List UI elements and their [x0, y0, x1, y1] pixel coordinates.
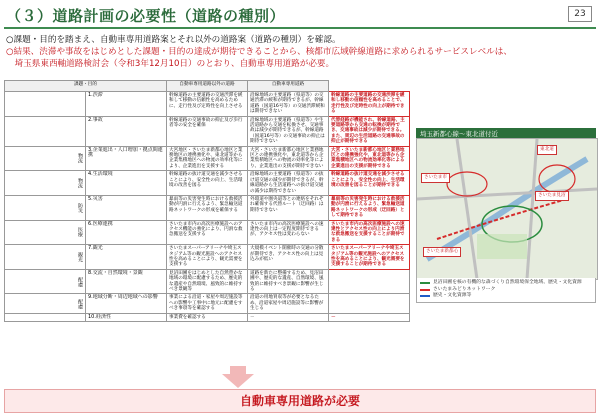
- map-note-2: 東北道: [537, 145, 557, 155]
- legend-label: 見沼田圃を核の有機的な森づくり自然環境保全地域、歴史・文化資源: [433, 280, 582, 285]
- row-expressway: [329, 294, 410, 313]
- header-expressway: 自動車専用道路: [248, 81, 329, 92]
- down-arrow-icon: [222, 374, 254, 388]
- row-group: 防災: [5, 195, 86, 220]
- map-note-4: さいたま新都心: [423, 247, 461, 257]
- row-expressway: 幹線道路の抜け道交通を減少させることにより、安全性の向上、生活環境の改善を図ることが期待できる: [329, 171, 410, 196]
- table-header-row: [5, 81, 410, 92]
- map-graphic: [417, 139, 597, 279]
- row-expressway: 幹線道路の主要道路の交通渋滞を緩和し移動の信頼性を高めることで、走行性及び定時性の向上が期待できる: [329, 92, 410, 117]
- table-row: [5, 146, 410, 171]
- table-row: [5, 195, 410, 220]
- area-map: [416, 138, 598, 280]
- table-row: [5, 171, 410, 196]
- table-row: [5, 92, 410, 117]
- row-item: 4.生活環境: [86, 171, 167, 196]
- row-purpose: さいたまスーパーアリーナや埼玉スタジアム等の観光施設へのアクセス性を高めることにより、観光需要を支援する: [167, 245, 248, 270]
- comparison-table: [4, 80, 410, 322]
- row-other-road: 外環道や圏央道等との連絡をそれぞれ確保する代替ルート（迂回路）は期待できない: [248, 195, 329, 220]
- conclusion-banner: 自動車専用道路が必要: [4, 389, 596, 413]
- row-other-road: －: [248, 313, 329, 321]
- bullet-3: 埼玉県東西軸道路検討会（令和3年12月10日）のとおり、自動車専用道路が必要。: [6, 59, 335, 69]
- map-legend: [416, 278, 596, 303]
- row-group: 配慮: [5, 294, 86, 313]
- table-row: [5, 220, 410, 245]
- row-item: 2.事故: [86, 116, 167, 146]
- row-purpose: 大宮地区・さいたま新都心地区と業務地区の連携強化や、東北道等から企業集積地区への物流の効率化等により、企業進出を支援する: [167, 146, 248, 171]
- row-item: 9.地域分断・周辺地域への影響: [86, 294, 167, 313]
- legend-swatch: [420, 282, 430, 284]
- page-number: 23: [568, 6, 592, 22]
- row-group: 医療: [5, 220, 86, 245]
- row-purpose: 幹線道路の抜け道交通を減少させることにより、安全性の向上、生活環境の改善を図る: [167, 171, 248, 196]
- row-expressway: －: [329, 313, 410, 321]
- bullet-2: ○結果、渋滞や事故をはじめとした課題・目的の達成が期待できることから、核都市広域幹線道路に求められるサービスレベルは、: [6, 47, 512, 57]
- map-note-3: さいたま見沼: [535, 191, 569, 201]
- row-expressway: [329, 269, 410, 294]
- header-other-road: 自動車専用道路以外の道路: [167, 81, 248, 92]
- row-expressway: 暴雨等の災害発生時における救援活動が円滑に行えるよう、緊急輸送道路ネットワークの形成（迂回路）として期待できる: [329, 195, 410, 220]
- bullet-1: ○課題・目的を踏まえ、自動車専用道路案とそれ以外の道路案（道路の種別）を確認。: [6, 35, 341, 45]
- row-item: 10.経済性: [86, 313, 167, 321]
- row-other-road: 沿線地域の主要道路（県道等）や生活道路から交通を転換させ、交通事故は減少が期待できるが、幹線道路（国道16号等）の交通事故の抑止は期待できない: [248, 116, 329, 146]
- row-purpose: 幹線道路の交通事故の抑止及び歩行者等の安全を確保: [167, 116, 248, 146]
- row-item: 1.渋滞: [86, 92, 167, 117]
- row-purpose: 事業による沿道・家屋や周辺施設等への影響や工事中に地元に配慮をすべき事項等を確認する: [167, 294, 248, 313]
- row-group: [5, 92, 86, 117]
- table-row: [5, 313, 410, 321]
- row-expressway: 代替経路が機能され、幹線道路、主要道路等から交通の転換が期待でき、交通事故は減少が期待できる。また、周辺の生活道路の交通事故の抑止が期待できる: [329, 116, 410, 146]
- row-other-road: 沿道の用地買収等が必要となるため、沿道家屋や周辺施設等に影響が生じる: [248, 294, 329, 313]
- row-other-road: 大規模イベント開催時の交通の分散が期待でき、アクセス性の向上は見込みが低い: [248, 245, 329, 270]
- row-group: 物流: [5, 171, 86, 196]
- table-row: [5, 245, 410, 270]
- row-item: 7.観光: [86, 245, 167, 270]
- legend-label: 歴史・文化資源等: [433, 293, 472, 298]
- row-expressway: さいたま市内の高次医療施設への速達性とアクセス性の向上により円滑な救急搬送を支援することが期待できる: [329, 220, 410, 245]
- summary-bullets: [6, 34, 594, 70]
- row-group: [5, 313, 86, 321]
- row-other-road: 道路を新たに整備するため、見沼田圃や、歴史的な遺産、自然環境、風致的に維持すべき景観に影響が生じる: [248, 269, 329, 294]
- table-row: [5, 294, 410, 313]
- row-group: 観光: [5, 245, 86, 270]
- row-group: 配慮: [5, 269, 86, 294]
- row-item: 3.企業進出・人口増加・拠点間連携: [86, 146, 167, 171]
- row-expressway: さいたまスーパーアリーナや埼玉スタジアム等の観光施設へのアクセス性を高めることにより、観光需要を支援することが期待できる: [329, 245, 410, 270]
- row-other-road: 沿線地域の主要道路（県道等）の抜け道交通の減少が期待できるが、幹線道路から生活道路への抜け道交通の減少は期待できない: [248, 171, 329, 196]
- legend-swatch: [420, 295, 430, 297]
- row-item: 6.医療連携: [86, 220, 167, 245]
- table-row: [5, 269, 410, 294]
- row-group: 物流: [5, 146, 86, 171]
- row-purpose: さいたま市内の高次医療施設へのアクセス機能の強化により、円滑な救急搬送を支援する: [167, 220, 248, 245]
- row-other-road: さいたま市内の高次医療施設への速達性の向上は一定程度期待できるが、アクセス性は変わらない: [248, 220, 329, 245]
- row-group: [5, 116, 86, 146]
- row-purpose: 事業費を確認する: [167, 313, 248, 321]
- row-other-road: 大宮・さいたま新都心地区と業務地区との連携強化や、東北道等から企業集積地区への物流の効率化等により、企業進出の支援が期待できない: [248, 146, 329, 171]
- row-purpose: 幹線道路の主要道路の交通渋滞を緩和して移動の信頼性を高めるために、走行性及び定時性を向上させる: [167, 92, 248, 117]
- page-title: （３）道路計画の必要性（道路の種別）: [6, 7, 286, 25]
- title-divider: [4, 27, 596, 29]
- row-purpose: 暴雨等の災害発生時における救援活動が円滑に行えるよう、緊急輸送道路ネットワークの形成を確保する: [167, 195, 248, 220]
- row-expressway: 大宮・さいたま新都心地区と業務地区との連携強化や、東北道等から企業集積地区への物流効率化等による企業進出の支援が期待できる: [329, 146, 410, 171]
- row-item: 8.交流・自然環境・景観: [86, 269, 167, 294]
- legend-item: [420, 293, 592, 300]
- table-row: [5, 116, 410, 146]
- row-item: 5.災害: [86, 195, 167, 220]
- legend-swatch: [420, 289, 430, 291]
- header-purpose: 課題・目的: [5, 81, 167, 92]
- map-note-1: さいたま市: [421, 173, 450, 183]
- row-other-road: 沿線地域の主要道路（県道等）の交通渋滞の緩和が期待できるが、幹線道路（国道16号等）の交通渋滞緩和は期待できない: [248, 92, 329, 117]
- legend-label: さいたまみどりネットワーク: [433, 286, 496, 292]
- map-title: 埼玉新都心線～東北道付近: [416, 128, 596, 140]
- row-purpose: 見沼田圃をはじめとした自然豊かな地域の環境に配慮するため、歴史的な遺産や自然環境、風致的に維持すべき景観等: [167, 269, 248, 294]
